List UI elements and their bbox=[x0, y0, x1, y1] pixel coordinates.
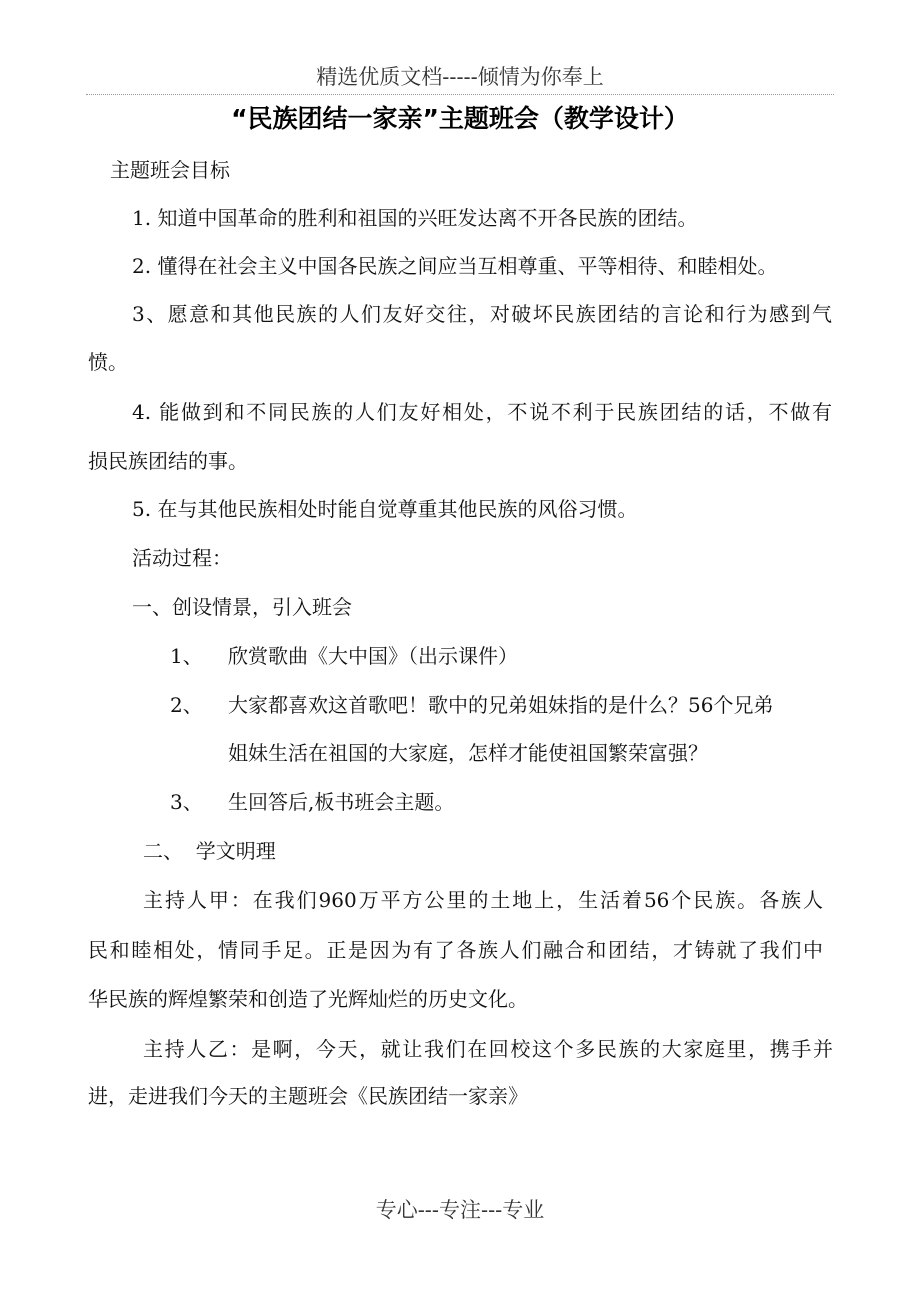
host-b-line-2: 进，走进我们今天的主题班会《民族团结一家亲》 bbox=[88, 1084, 528, 1108]
section1-heading: 一、创设情景，引入班会 bbox=[132, 595, 352, 619]
host-a-line-2: 民和睦相处，情同手足。正是因为有了各族人们融合和团结，才铸就了我们中 bbox=[88, 938, 823, 962]
step-1-number: 1、 bbox=[170, 644, 203, 668]
host-a-line-1: 主持人甲：在我们960万平方公里的土地上，生活着56个民族。各族人 bbox=[143, 888, 823, 912]
objective-line-5: 5. 在与其他民族相处时能自觉尊重其他民族的风俗习惯。 bbox=[132, 497, 638, 521]
objective-line-4: 4. 能做到和不同民族的人们友好相处，不说不利于民族团结的话，不做有 bbox=[132, 400, 832, 424]
document-title: “民族团结一家亲”主题班会（教学设计） bbox=[231, 104, 689, 133]
page-header: 精选优质文档-----倾情为你奉上 bbox=[316, 65, 604, 89]
host-b-line-1: 主持人乙：是啊，今天，就让我们在回校这个多民族的大家庭里，携手并 bbox=[143, 1037, 833, 1061]
process-heading: 活动过程： bbox=[132, 546, 232, 570]
objective-line-2: 2. 懂得在社会主义中国各民族之间应当互相尊重、平等相待、和睦相处。 bbox=[132, 254, 778, 278]
step-3 bbox=[170, 787, 830, 817]
page-footer: 专心---专注---专业 bbox=[375, 1198, 545, 1222]
objective-line-1: 1. 知道中国革命的胜利和祖国的兴旺发达离不开各民族的团结。 bbox=[132, 206, 698, 230]
step-2-number: 2、 bbox=[170, 693, 203, 717]
step-2 bbox=[170, 690, 830, 720]
step-1-text: 欣赏歌曲《大中国》（出示课件） bbox=[228, 644, 518, 668]
step-2-text: 大家都喜欢这首歌吧！歌中的兄弟姐妹指的是什么？56个兄弟 bbox=[228, 693, 774, 717]
objective-line-3-cont: 愤。 bbox=[88, 350, 128, 374]
step-2-cont: 姐妹生活在祖国的大家庭，怎样才能使祖国繁荣富强？ bbox=[228, 741, 708, 765]
step-3-number: 3、 bbox=[170, 790, 203, 814]
step-1 bbox=[170, 641, 830, 671]
host-a-line-3: 华民族的辉煌繁荣和创造了光辉灿烂的历史文化。 bbox=[88, 987, 528, 1011]
objective-line-3: 3、愿意和其他民族的人们友好交往，对破坏民族团结的言论和行为感到气 bbox=[132, 302, 832, 326]
step-3-text: 生回答后,板书班会主题。 bbox=[228, 790, 455, 814]
objective-line-4-cont: 损民族团结的事。 bbox=[88, 449, 248, 473]
header-divider bbox=[86, 94, 834, 95]
section2-heading: 二、 学文明理 bbox=[143, 839, 276, 863]
objectives-heading: 主题班会目标 bbox=[110, 158, 230, 182]
